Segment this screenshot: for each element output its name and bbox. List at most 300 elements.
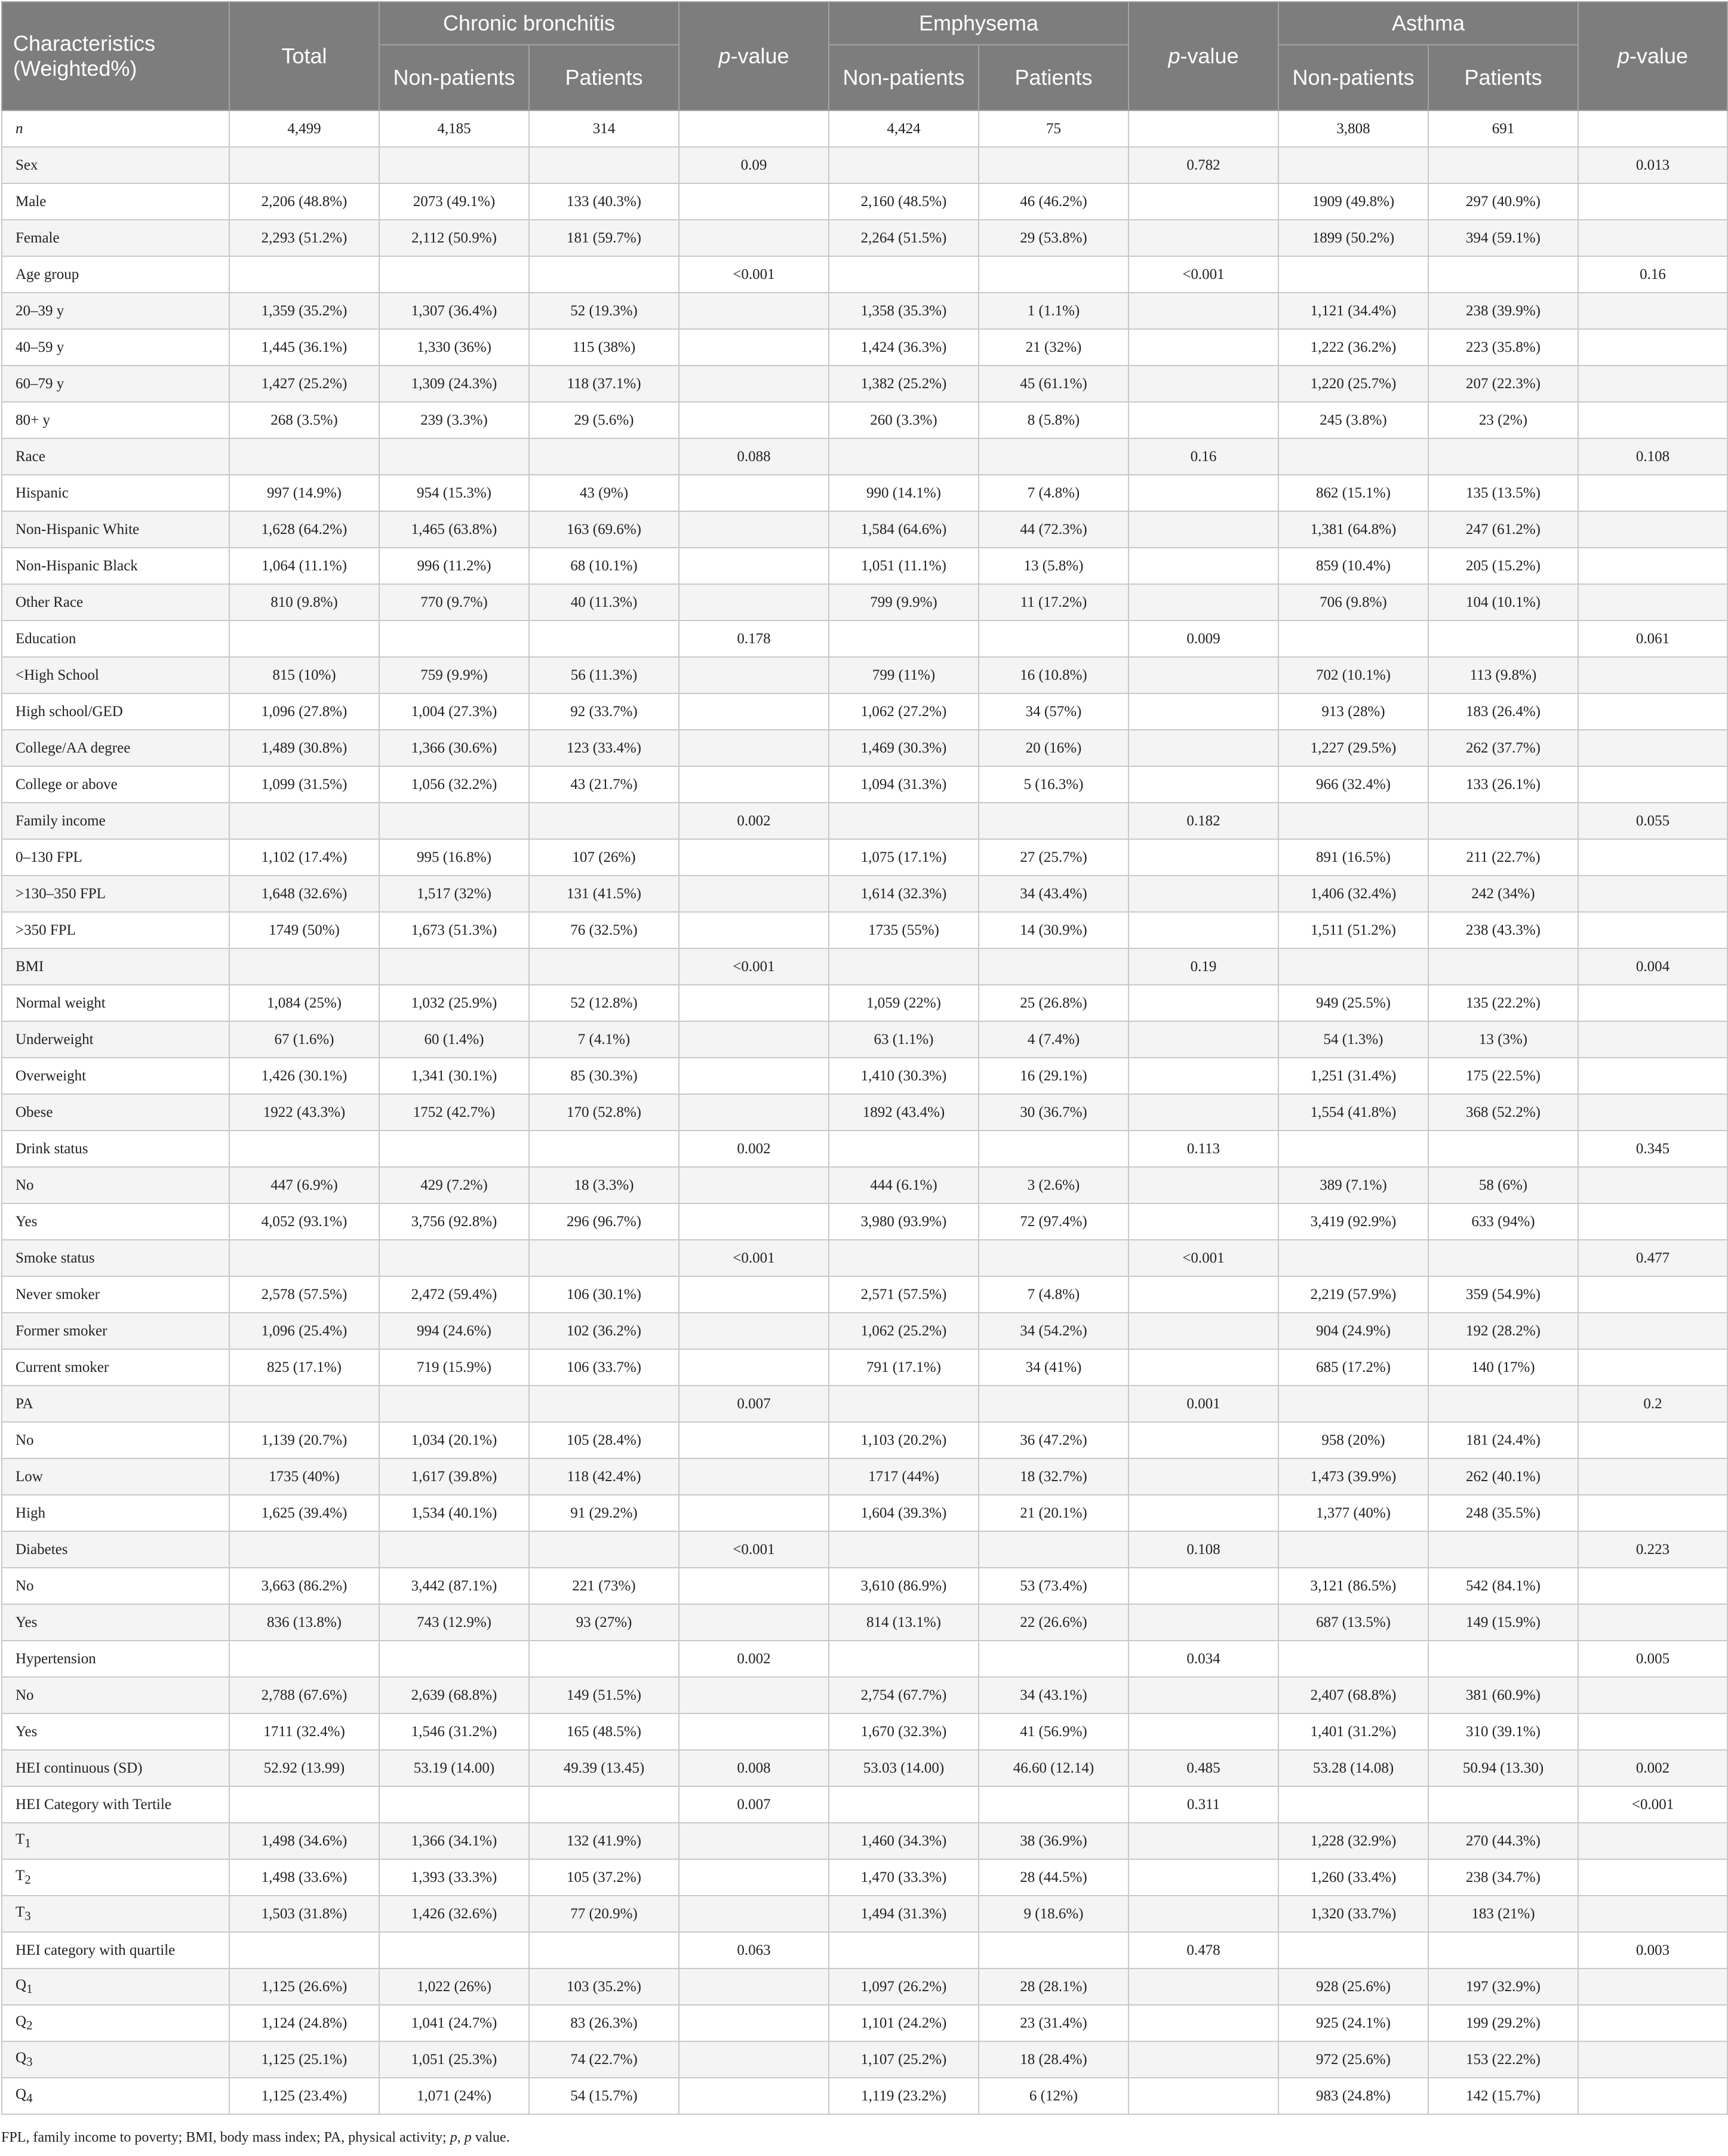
table-cell: 1,604 (39.3%) bbox=[829, 1495, 979, 1531]
row-label-text: Current smoker bbox=[16, 1359, 109, 1375]
table-cell: 1,320 (33.7%) bbox=[1278, 1896, 1428, 1932]
table-cell: 1,498 (34.6%) bbox=[229, 1823, 379, 1859]
table-cell bbox=[829, 147, 979, 183]
table-row bbox=[2, 1203, 1727, 1240]
row-label bbox=[2, 730, 229, 766]
table-cell: 21 (20.1%) bbox=[979, 1495, 1129, 1531]
row-label-subscript: 1 bbox=[26, 1982, 33, 1996]
table-row bbox=[2, 1276, 1727, 1313]
table-cell: 925 (24.1%) bbox=[1278, 2005, 1428, 2041]
table-row bbox=[2, 548, 1727, 584]
table-cell bbox=[529, 948, 679, 985]
row-label-text: High bbox=[16, 1504, 45, 1521]
table-cell bbox=[1578, 876, 1727, 912]
row-label-text: Overweight bbox=[16, 1067, 87, 1084]
table-cell bbox=[829, 803, 979, 839]
table-cell: 103 (35.2%) bbox=[529, 1968, 679, 2005]
table-row bbox=[2, 1641, 1727, 1677]
table-cell: 972 (25.6%) bbox=[1278, 2041, 1428, 2078]
table-cell: 38 (36.9%) bbox=[979, 1823, 1129, 1859]
table-cell bbox=[679, 1422, 829, 1458]
table-cell: 1,393 (33.3%) bbox=[379, 1859, 529, 1896]
table-cell: 994 (24.6%) bbox=[379, 1313, 529, 1349]
table-cell: 52 (19.3%) bbox=[529, 293, 679, 329]
table-cell: 2,571 (57.5%) bbox=[829, 1276, 979, 1313]
row-label bbox=[2, 1786, 229, 1823]
row-label-text: Other Race bbox=[16, 594, 84, 610]
row-label bbox=[2, 1968, 229, 2005]
table-cell: 1,584 (64.6%) bbox=[829, 511, 979, 548]
row-label-text: Normal weight bbox=[16, 994, 106, 1011]
table-row bbox=[2, 730, 1727, 766]
row-label-text: Family income bbox=[16, 812, 106, 829]
table-cell bbox=[1578, 293, 1727, 329]
row-label bbox=[2, 1932, 229, 1968]
table-row bbox=[2, 1458, 1727, 1495]
table-cell: 1,503 (31.8%) bbox=[229, 1896, 379, 1932]
table-row bbox=[2, 876, 1727, 912]
table-row bbox=[2, 1021, 1727, 1058]
table-cell bbox=[1129, 1349, 1278, 1386]
table-cell: 1,139 (20.7%) bbox=[229, 1422, 379, 1458]
table-cell: 1,096 (27.8%) bbox=[229, 693, 379, 730]
table-cell bbox=[679, 1713, 829, 1750]
table-cell bbox=[829, 1786, 979, 1823]
table-cell bbox=[1428, 1131, 1578, 1167]
table-cell bbox=[1278, 1531, 1428, 1568]
row-label bbox=[2, 511, 229, 548]
table-cell: 4,185 bbox=[379, 110, 529, 147]
table-cell bbox=[1129, 1677, 1278, 1713]
table-cell: 115 (38%) bbox=[529, 329, 679, 366]
table-cell bbox=[1578, 730, 1727, 766]
table-row bbox=[2, 2078, 1727, 2114]
table-cell: 49.39 (13.45) bbox=[529, 1750, 679, 1786]
row-label bbox=[2, 1131, 229, 1167]
row-label-text: Q bbox=[16, 1977, 27, 1993]
row-label bbox=[2, 657, 229, 693]
table-cell: 60 (1.4%) bbox=[379, 1021, 529, 1058]
table-cell: 1735 (40%) bbox=[229, 1458, 379, 1495]
table-cell bbox=[1578, 475, 1727, 511]
table-cell: 0.002 bbox=[679, 803, 829, 839]
table-cell: 0.16 bbox=[1578, 256, 1727, 293]
table-row bbox=[2, 293, 1727, 329]
row-label-text: Non-Hispanic Black bbox=[16, 557, 138, 574]
table-cell bbox=[1129, 693, 1278, 730]
table-row bbox=[2, 1713, 1727, 1750]
table-cell bbox=[1129, 2078, 1278, 2114]
table-cell: 0.2 bbox=[1578, 1386, 1727, 1422]
table-cell: 4,052 (93.1%) bbox=[229, 1203, 379, 1240]
table-cell bbox=[1129, 329, 1278, 366]
table-cell: 135 (13.5%) bbox=[1428, 475, 1578, 511]
table-cell: 2,578 (57.5%) bbox=[229, 1276, 379, 1313]
table-cell: 239 (3.3%) bbox=[379, 402, 529, 438]
table-cell: 0.013 bbox=[1578, 147, 1727, 183]
row-label-text: Drink status bbox=[16, 1140, 88, 1157]
p-symbol: p bbox=[718, 44, 731, 68]
table-cell bbox=[979, 1240, 1129, 1276]
row-label-text: Never smoker bbox=[16, 1286, 100, 1303]
table-cell bbox=[1428, 1386, 1578, 1422]
table-cell: 3,121 (86.5%) bbox=[1278, 1568, 1428, 1604]
table-cell: 995 (16.8%) bbox=[379, 839, 529, 876]
table-cell: 1749 (50%) bbox=[229, 912, 379, 948]
table-cell: 0.311 bbox=[1129, 1786, 1278, 1823]
table-row bbox=[2, 657, 1727, 693]
table-cell: 34 (41%) bbox=[979, 1349, 1129, 1386]
table-cell: 16 (10.8%) bbox=[979, 657, 1129, 693]
header-non-patients-emphysema: Non-patients bbox=[829, 45, 979, 110]
table-cell: 2,407 (68.8%) bbox=[1278, 1677, 1428, 1713]
table-row bbox=[2, 985, 1727, 1021]
table-cell bbox=[1428, 948, 1578, 985]
table-cell: 1909 (49.8%) bbox=[1278, 183, 1428, 220]
table-cell: 0.061 bbox=[1578, 621, 1727, 657]
table-cell: 1,460 (34.3%) bbox=[829, 1823, 979, 1859]
table-cell bbox=[679, 1276, 829, 1313]
table-cell: 30 (36.7%) bbox=[979, 1094, 1129, 1131]
table-cell: 0.182 bbox=[1129, 803, 1278, 839]
table-cell: 25 (26.8%) bbox=[979, 985, 1129, 1021]
table-cell bbox=[529, 1786, 679, 1823]
table-cell: 1,359 (35.2%) bbox=[229, 293, 379, 329]
table-cell: 1,107 (25.2%) bbox=[829, 2041, 979, 2078]
table-cell: 29 (53.8%) bbox=[979, 220, 1129, 256]
table-cell: 0.485 bbox=[1129, 1750, 1278, 1786]
table-cell: 53 (73.4%) bbox=[979, 1568, 1129, 1604]
row-label-subscript: 2 bbox=[24, 1872, 31, 1887]
table-cell bbox=[979, 1386, 1129, 1422]
table-cell: 0.009 bbox=[1129, 621, 1278, 657]
table-cell: 1,084 (25%) bbox=[229, 985, 379, 1021]
table-cell: 247 (61.2%) bbox=[1428, 511, 1578, 548]
table-cell bbox=[1428, 1240, 1578, 1276]
table-cell: 105 (28.4%) bbox=[529, 1422, 679, 1458]
table-cell: 0.088 bbox=[679, 438, 829, 475]
table-cell: 0.063 bbox=[679, 1932, 829, 1968]
table-cell bbox=[379, 621, 529, 657]
row-label bbox=[2, 110, 229, 147]
table-cell: 3,610 (86.9%) bbox=[829, 1568, 979, 1604]
table-cell: 691 bbox=[1428, 110, 1578, 147]
table-cell: 1,034 (20.1%) bbox=[379, 1422, 529, 1458]
table-cell bbox=[1129, 1094, 1278, 1131]
table-cell: 28 (28.1%) bbox=[979, 1968, 1129, 2005]
table-cell bbox=[529, 621, 679, 657]
table-cell: 542 (84.1%) bbox=[1428, 1568, 1578, 1604]
table-cell: 45 (61.1%) bbox=[979, 366, 1129, 402]
table-cell: 4 (7.4%) bbox=[979, 1021, 1129, 1058]
table-cell: 0.007 bbox=[679, 1386, 829, 1422]
table-cell: 0.782 bbox=[1129, 147, 1278, 183]
table-cell: 685 (17.2%) bbox=[1278, 1349, 1428, 1386]
table-cell: 107 (26%) bbox=[529, 839, 679, 876]
table-cell bbox=[1278, 1932, 1428, 1968]
table-row bbox=[2, 1167, 1727, 1203]
table-cell bbox=[1129, 657, 1278, 693]
table-cell bbox=[1278, 1386, 1428, 1422]
table-cell: 34 (57%) bbox=[979, 693, 1129, 730]
table-cell: 262 (37.7%) bbox=[1428, 730, 1578, 766]
table-row bbox=[2, 766, 1727, 803]
table-cell: 3,808 bbox=[1278, 110, 1428, 147]
header-non-patients-asthma: Non-patients bbox=[1278, 45, 1428, 110]
table-row bbox=[2, 1131, 1727, 1167]
table-cell bbox=[679, 329, 829, 366]
table-cell: 0.09 bbox=[679, 147, 829, 183]
table-cell bbox=[679, 584, 829, 621]
table-cell: 1,309 (24.3%) bbox=[379, 366, 529, 402]
table-cell: 2,293 (51.2%) bbox=[229, 220, 379, 256]
table-cell bbox=[1578, 1495, 1727, 1531]
table-cell: 1899 (50.2%) bbox=[1278, 220, 1428, 256]
table-cell: 34 (54.2%) bbox=[979, 1313, 1129, 1349]
table-cell: 1752 (42.7%) bbox=[379, 1094, 529, 1131]
row-label bbox=[2, 256, 229, 293]
table-row bbox=[2, 1896, 1727, 1932]
table-cell: 1,546 (31.2%) bbox=[379, 1713, 529, 1750]
table-cell: 1,228 (32.9%) bbox=[1278, 1823, 1428, 1859]
table-cell: 719 (15.9%) bbox=[379, 1349, 529, 1386]
table-cell: 260 (3.3%) bbox=[829, 402, 979, 438]
table-cell: 0.002 bbox=[679, 1131, 829, 1167]
table-cell bbox=[679, 876, 829, 912]
table-cell: 0.19 bbox=[1129, 948, 1278, 985]
table-cell: <0.001 bbox=[1129, 256, 1278, 293]
table-cell: 1,099 (31.5%) bbox=[229, 766, 379, 803]
row-label bbox=[2, 1021, 229, 1058]
table-cell: 949 (25.5%) bbox=[1278, 985, 1428, 1021]
table-cell: 954 (15.3%) bbox=[379, 475, 529, 511]
table-cell: 1,534 (40.1%) bbox=[379, 1495, 529, 1531]
table-row bbox=[2, 1604, 1727, 1641]
table-cell: 104 (10.1%) bbox=[1428, 584, 1578, 621]
table-row bbox=[2, 1786, 1727, 1823]
table-cell bbox=[1129, 1604, 1278, 1641]
table-cell: 13 (5.8%) bbox=[979, 548, 1129, 584]
table-cell: 1892 (43.4%) bbox=[829, 1094, 979, 1131]
row-label bbox=[2, 912, 229, 948]
table-cell: 76 (32.5%) bbox=[529, 912, 679, 948]
table-cell: 131 (41.5%) bbox=[529, 876, 679, 912]
row-label-subscript: 3 bbox=[26, 2054, 33, 2069]
table-cell: 2,206 (48.8%) bbox=[229, 183, 379, 220]
table-cell bbox=[1129, 110, 1278, 147]
table-cell bbox=[229, 1786, 379, 1823]
table-cell bbox=[679, 548, 829, 584]
row-label bbox=[2, 1058, 229, 1094]
table-row bbox=[2, 220, 1727, 256]
row-label-subscript: 1 bbox=[24, 1836, 31, 1850]
table-cell: 3,756 (92.8%) bbox=[379, 1203, 529, 1240]
table-cell bbox=[529, 803, 679, 839]
table-cell: 1,511 (51.2%) bbox=[1278, 912, 1428, 948]
table-cell bbox=[1578, 1276, 1727, 1313]
table-row bbox=[2, 1422, 1727, 1458]
row-label-text: No bbox=[16, 1577, 34, 1594]
table-row bbox=[2, 1349, 1727, 1386]
table-cell bbox=[979, 803, 1129, 839]
table-row bbox=[2, 511, 1727, 548]
table-cell: 1,064 (11.1%) bbox=[229, 548, 379, 584]
table-cell: 1,628 (64.2%) bbox=[229, 511, 379, 548]
table-cell: 23 (2%) bbox=[1428, 402, 1578, 438]
row-label-text: Male bbox=[16, 193, 47, 210]
table-cell: 1,097 (26.2%) bbox=[829, 1968, 979, 2005]
row-label-text: Underweight bbox=[16, 1031, 94, 1048]
table-cell: 2,160 (48.5%) bbox=[829, 183, 979, 220]
table-cell: 41 (56.9%) bbox=[979, 1713, 1129, 1750]
p-symbol: p bbox=[1168, 44, 1180, 68]
table-cell: 54 (15.7%) bbox=[529, 2078, 679, 2114]
table-cell: 997 (14.9%) bbox=[229, 475, 379, 511]
table-cell bbox=[1428, 1531, 1578, 1568]
header-patients-asthma: Patients bbox=[1428, 45, 1578, 110]
row-label bbox=[2, 1203, 229, 1240]
table-cell: 2,264 (51.5%) bbox=[829, 220, 979, 256]
row-label-text: No bbox=[16, 1177, 34, 1193]
table-cell: 132 (41.9%) bbox=[529, 1823, 679, 1859]
table-cell: 34 (43.1%) bbox=[979, 1677, 1129, 1713]
table-cell: 1,489 (30.8%) bbox=[229, 730, 379, 766]
row-label bbox=[2, 766, 229, 803]
table-cell: 77 (20.9%) bbox=[529, 1896, 679, 1932]
table-cell: 1,670 (32.3%) bbox=[829, 1713, 979, 1750]
table-cell bbox=[1428, 1641, 1578, 1677]
table-cell bbox=[379, 438, 529, 475]
table-cell: 1,410 (30.3%) bbox=[829, 1058, 979, 1094]
table-cell: 389 (7.1%) bbox=[1278, 1167, 1428, 1203]
table-cell: 0.034 bbox=[1129, 1641, 1278, 1677]
table-cell: 1,051 (11.1%) bbox=[829, 548, 979, 584]
table-cell bbox=[1129, 1422, 1278, 1458]
table-cell: 0.008 bbox=[679, 1750, 829, 1786]
row-label bbox=[2, 329, 229, 366]
table-cell bbox=[679, 183, 829, 220]
table-cell: 1,648 (32.6%) bbox=[229, 876, 379, 912]
header-p-value-chronic-bronchitis bbox=[679, 2, 829, 110]
row-label-text: T bbox=[16, 1831, 25, 1847]
table-row bbox=[2, 366, 1727, 402]
row-label-text: T bbox=[16, 1904, 25, 1920]
table-cell: 149 (51.5%) bbox=[529, 1677, 679, 1713]
table-cell: 40 (11.3%) bbox=[529, 584, 679, 621]
table-cell: 153 (22.2%) bbox=[1428, 2041, 1578, 2078]
table-cell bbox=[1578, 2005, 1727, 2041]
table-cell bbox=[379, 1932, 529, 1968]
table-cell bbox=[1129, 1021, 1278, 1058]
table-cell: 1,406 (32.4%) bbox=[1278, 876, 1428, 912]
table-cell: 996 (11.2%) bbox=[379, 548, 529, 584]
table-cell bbox=[1129, 876, 1278, 912]
table-cell: 314 bbox=[529, 110, 679, 147]
table-cell: 859 (10.4%) bbox=[1278, 548, 1428, 584]
table-cell bbox=[1129, 475, 1278, 511]
table-cell bbox=[1578, 220, 1727, 256]
table-cell bbox=[979, 621, 1129, 657]
table-footnote bbox=[1, 2129, 510, 2146]
table-cell bbox=[829, 1531, 979, 1568]
table-cell: 815 (10%) bbox=[229, 657, 379, 693]
table-cell bbox=[1578, 1021, 1727, 1058]
table-cell: 2,112 (50.9%) bbox=[379, 220, 529, 256]
table-cell bbox=[1129, 183, 1278, 220]
row-label-text: 60–79 y bbox=[16, 375, 64, 392]
row-label-text: Yes bbox=[16, 1213, 38, 1230]
table-cell: 1922 (43.3%) bbox=[229, 1094, 379, 1131]
table-cell: 56 (11.3%) bbox=[529, 657, 679, 693]
table-cell: 0.345 bbox=[1578, 1131, 1727, 1167]
table-cell: 3,980 (93.9%) bbox=[829, 1203, 979, 1240]
header-group-emphysema: Emphysema bbox=[829, 2, 1129, 45]
table-cell bbox=[679, 1568, 829, 1604]
table-cell: <0.001 bbox=[1578, 1786, 1727, 1823]
row-label bbox=[2, 293, 229, 329]
table-cell: 44 (72.3%) bbox=[979, 511, 1129, 548]
table-cell: 106 (30.1%) bbox=[529, 1276, 679, 1313]
table-cell: 1 (1.1%) bbox=[979, 293, 1129, 329]
table-cell: 211 (22.7%) bbox=[1428, 839, 1578, 876]
table-cell: 743 (12.9%) bbox=[379, 1604, 529, 1641]
table-cell bbox=[1129, 912, 1278, 948]
table-cell bbox=[1129, 766, 1278, 803]
table-row bbox=[2, 693, 1727, 730]
table-cell: 928 (25.6%) bbox=[1278, 1968, 1428, 2005]
table-cell bbox=[979, 438, 1129, 475]
row-label bbox=[2, 1531, 229, 1568]
table-cell bbox=[379, 147, 529, 183]
table-cell: 1,382 (25.2%) bbox=[829, 366, 979, 402]
row-label-text: 40–59 y bbox=[16, 339, 64, 355]
table-cell: 913 (28%) bbox=[1278, 693, 1428, 730]
table-cell: 46 (46.2%) bbox=[979, 183, 1129, 220]
table-cell: 1,103 (20.2%) bbox=[829, 1422, 979, 1458]
table-cell: 248 (35.5%) bbox=[1428, 1495, 1578, 1531]
row-label-text: >350 FPL bbox=[16, 922, 76, 938]
table-cell: 1,341 (30.1%) bbox=[379, 1058, 529, 1094]
table-cell bbox=[1578, 1968, 1727, 2005]
table-cell bbox=[1578, 1458, 1727, 1495]
header-patients-chronic-bronchitis: Patients bbox=[529, 45, 679, 110]
table-cell: 22 (26.6%) bbox=[979, 1604, 1129, 1641]
table-cell bbox=[229, 1531, 379, 1568]
table-cell: 181 (59.7%) bbox=[529, 220, 679, 256]
table-cell bbox=[1578, 1713, 1727, 1750]
table-cell bbox=[229, 1932, 379, 1968]
table-cell: 983 (24.8%) bbox=[1278, 2078, 1428, 2114]
table-cell bbox=[829, 1240, 979, 1276]
table-cell: 1,062 (25.2%) bbox=[829, 1313, 979, 1349]
table-cell: 1,426 (32.6%) bbox=[379, 1896, 529, 1932]
row-label bbox=[2, 1386, 229, 1422]
table-cell bbox=[379, 803, 529, 839]
row-label bbox=[2, 2078, 229, 2114]
table-cell: 183 (26.4%) bbox=[1428, 693, 1578, 730]
table-cell bbox=[379, 1240, 529, 1276]
table-cell: <0.001 bbox=[679, 1240, 829, 1276]
table-cell: 135 (22.2%) bbox=[1428, 985, 1578, 1021]
table-cell: 238 (34.7%) bbox=[1428, 1859, 1578, 1896]
table-cell: 1,101 (24.2%) bbox=[829, 2005, 979, 2041]
table-cell: 1,051 (25.3%) bbox=[379, 2041, 529, 2078]
table-cell bbox=[979, 147, 1129, 183]
row-label-text: Hispanic bbox=[16, 484, 69, 501]
table-cell bbox=[1578, 1823, 1727, 1859]
table-cell bbox=[1129, 839, 1278, 876]
table-cell: 74 (22.7%) bbox=[529, 2041, 679, 2078]
